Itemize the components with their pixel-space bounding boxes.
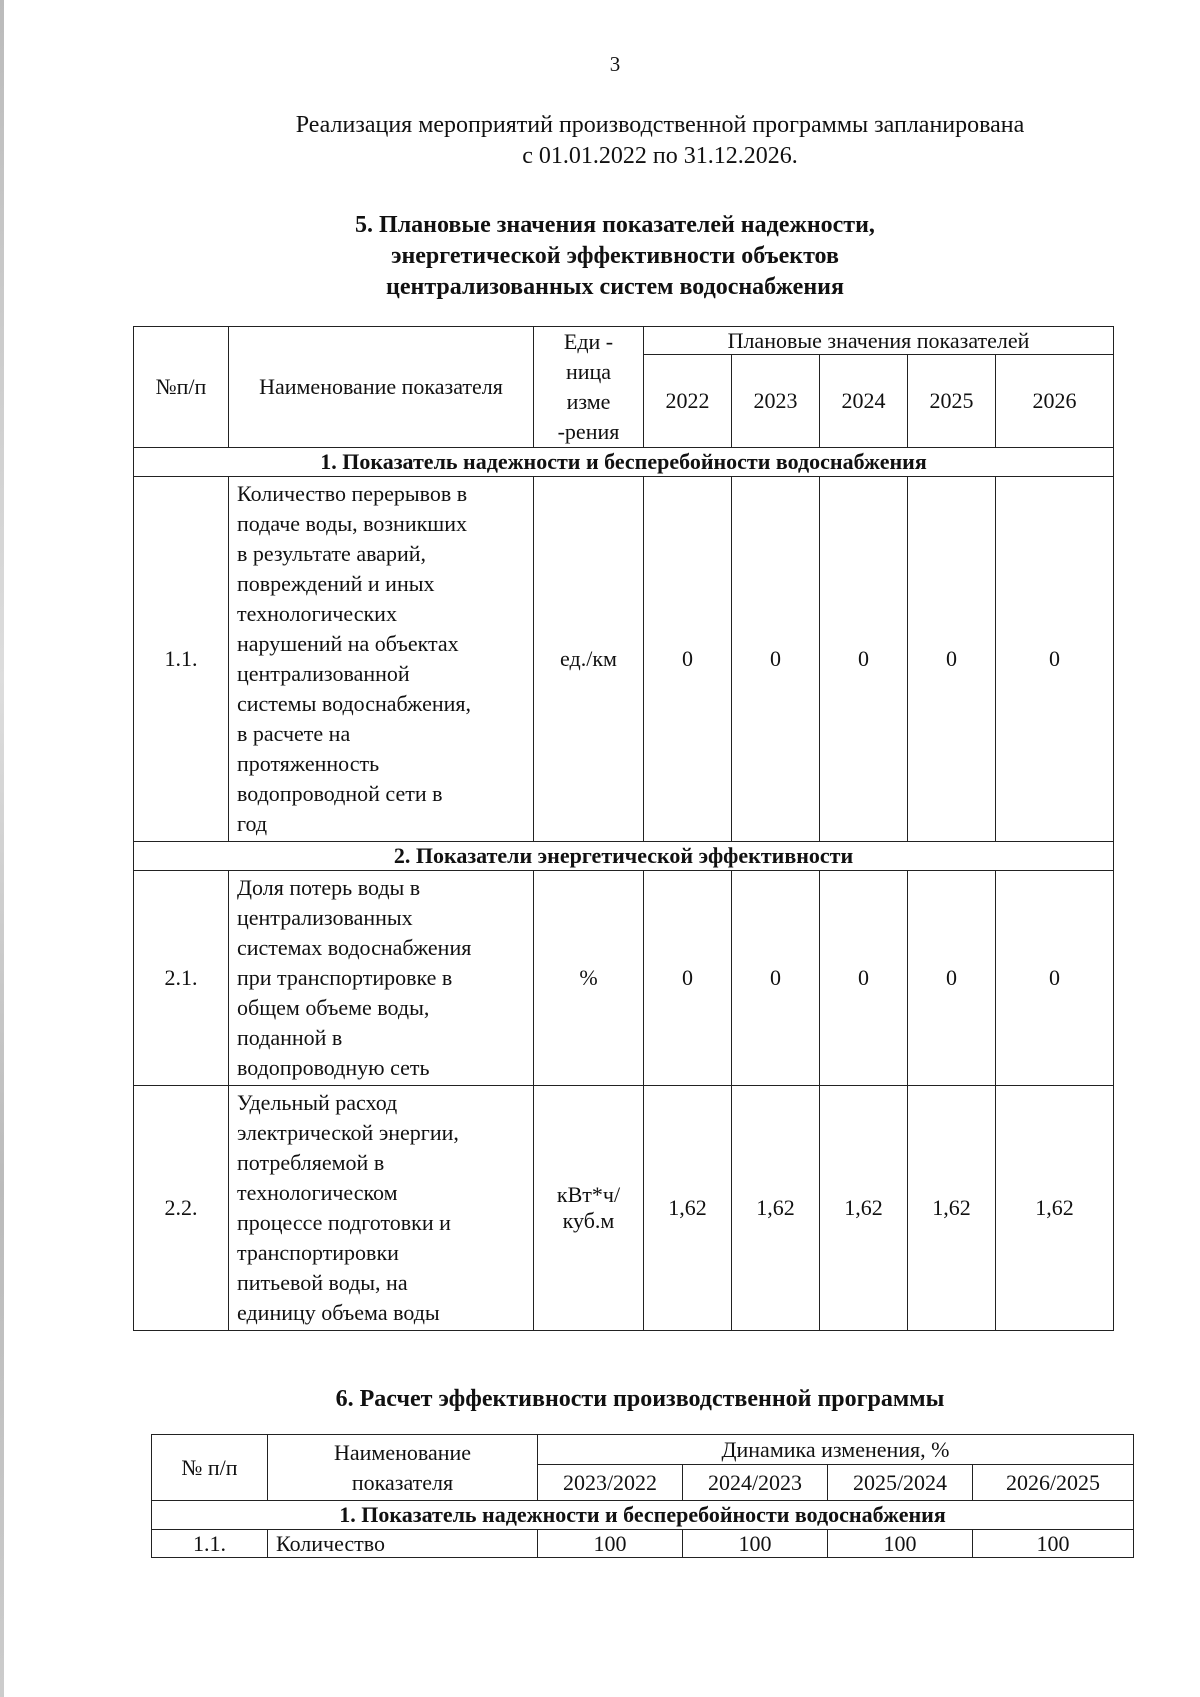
row-name-line: транспортировки bbox=[237, 1240, 399, 1265]
row-name-line: централизованной bbox=[237, 661, 410, 686]
row-name-line: повреждений и иных bbox=[237, 571, 435, 596]
intro-paragraph bbox=[200, 110, 1120, 172]
row-name-line: технологических bbox=[237, 601, 397, 626]
header-year: 2026 bbox=[996, 355, 1114, 448]
header-unit bbox=[534, 327, 644, 448]
row-value: 100 bbox=[683, 1530, 828, 1558]
intro-line-1: Реализация мероприятий производственной программы запланирована bbox=[295, 112, 1025, 138]
header-period: 2023/2022 bbox=[538, 1465, 683, 1501]
row-name-line: год bbox=[237, 811, 268, 836]
header-year: 2023 bbox=[732, 355, 820, 448]
row-name-line: протяженность bbox=[237, 751, 380, 776]
group-title: 1. Показатель надежности и бесперебойности водоснабжения bbox=[152, 1501, 1134, 1530]
row-name bbox=[229, 871, 534, 1086]
header-period: 2026/2025 bbox=[973, 1465, 1134, 1501]
row-name-line: единицу объема воды bbox=[237, 1300, 440, 1325]
group-title: 2. Показатели энергетической эффективности bbox=[134, 842, 1114, 871]
row-num: 1.1. bbox=[152, 1530, 268, 1558]
program-efficiency-table bbox=[151, 1434, 1134, 1558]
header-year: 2025 bbox=[908, 355, 996, 448]
row-name-line: процессе подготовки и bbox=[237, 1210, 451, 1235]
row-value: 0 bbox=[908, 477, 996, 842]
row-name bbox=[229, 1086, 534, 1331]
row-name-line: в результате аварий, bbox=[237, 541, 426, 566]
row-name-line: технологическом bbox=[237, 1180, 398, 1205]
planned-indicators-table bbox=[133, 326, 1114, 1331]
row-value: 1,62 bbox=[996, 1086, 1114, 1331]
header-name-line: показателя bbox=[351, 1469, 454, 1495]
row-name-line: при транспортировке в bbox=[237, 965, 453, 990]
row-name-line: системы водоснабжения, bbox=[237, 691, 472, 716]
row-value: 100 bbox=[538, 1530, 683, 1558]
header-year: 2022 bbox=[644, 355, 732, 448]
row-name bbox=[229, 477, 534, 842]
header-period: 2024/2023 bbox=[683, 1465, 828, 1501]
row-unit: % bbox=[534, 871, 644, 1086]
row-value: 0 bbox=[996, 477, 1114, 842]
row-name-line: питьевой воды, на bbox=[237, 1270, 408, 1295]
row-name-line: электрической энергии, bbox=[237, 1120, 459, 1145]
group-title: 1. Показатель надежности и бесперебойности водоснабжения bbox=[134, 448, 1114, 477]
row-value: 0 bbox=[644, 477, 732, 842]
row-value: 100 bbox=[828, 1530, 973, 1558]
intro-line-2: с 01.01.2022 по 31.12.2026. bbox=[522, 143, 798, 169]
header-period: 2025/2024 bbox=[828, 1465, 973, 1501]
section-6-title bbox=[230, 1384, 1050, 1415]
row-value: 1,62 bbox=[732, 1086, 820, 1331]
header-dynamics: Динамика изменения, % bbox=[538, 1435, 1134, 1465]
row-name-line: общем объеме воды, bbox=[237, 995, 430, 1020]
header-unit-line: Еди - bbox=[563, 329, 614, 354]
row-name-line: нарушений на объектах bbox=[237, 631, 459, 656]
header-name-line: Наименование bbox=[333, 1439, 472, 1465]
row-name-line: поданной в bbox=[237, 1025, 343, 1050]
header-unit-line: -рения bbox=[557, 419, 620, 444]
row-value: 0 bbox=[644, 871, 732, 1086]
row-unit-line: куб.м bbox=[562, 1208, 615, 1233]
row-name-line: подаче воды, возникших bbox=[237, 511, 468, 536]
row-num: 1.1. bbox=[134, 477, 229, 842]
scan-edge bbox=[0, 0, 4, 1697]
row-num: 2.2. bbox=[134, 1086, 229, 1331]
row-unit: ед./км bbox=[534, 477, 644, 842]
page-number: 3 bbox=[609, 52, 621, 76]
row-name-line: Удельный расход bbox=[237, 1090, 398, 1115]
row-unit bbox=[534, 1086, 644, 1331]
row-name-line: водопроводную сеть bbox=[237, 1055, 430, 1080]
row-value: 0 bbox=[732, 477, 820, 842]
section-5-title-line-3: централизованных систем водоснабжения bbox=[386, 274, 844, 300]
row-name: Количество bbox=[268, 1530, 538, 1558]
section-5-title-line-1: 5. Плановые значения показателей надежности, bbox=[355, 212, 875, 238]
row-name-line: потребляемой в bbox=[237, 1150, 385, 1175]
row-value: 1,62 bbox=[908, 1086, 996, 1331]
row-name-line: в расчете на bbox=[237, 721, 351, 746]
header-plan: Плановые значения показателей bbox=[644, 327, 1114, 355]
header-num: №п/п bbox=[134, 327, 229, 448]
row-name-line: водопроводной сети в bbox=[237, 781, 443, 806]
row-name-line: централизованных bbox=[237, 905, 413, 930]
row-value: 1,62 bbox=[644, 1086, 732, 1331]
row-value: 100 bbox=[973, 1530, 1134, 1558]
header-num: № п/п bbox=[152, 1435, 268, 1501]
row-value: 0 bbox=[996, 871, 1114, 1086]
row-value: 1,62 bbox=[820, 1086, 908, 1331]
header-name bbox=[268, 1435, 538, 1501]
row-unit-line: кВт*ч/ bbox=[556, 1182, 621, 1207]
header-year: 2024 bbox=[820, 355, 908, 448]
row-name-line: Доля потерь воды в bbox=[237, 875, 421, 900]
row-name-line: системах водоснабжения bbox=[237, 935, 472, 960]
header-name: Наименование показателя bbox=[229, 327, 534, 448]
header-unit-line: изме bbox=[566, 389, 611, 414]
row-value: 0 bbox=[820, 477, 908, 842]
row-value: 0 bbox=[820, 871, 908, 1086]
row-value: 0 bbox=[732, 871, 820, 1086]
row-value: 0 bbox=[908, 871, 996, 1086]
row-name-line: Количество перерывов в bbox=[237, 481, 468, 506]
header-unit-line: ница bbox=[565, 359, 612, 384]
section-5-title-line-2: энергетической эффективности объектов bbox=[391, 243, 839, 269]
row-num: 2.1. bbox=[134, 871, 229, 1086]
section-6-title-text: 6. Расчет эффективности производственной программы bbox=[335, 1386, 945, 1412]
section-5-title bbox=[305, 210, 925, 303]
